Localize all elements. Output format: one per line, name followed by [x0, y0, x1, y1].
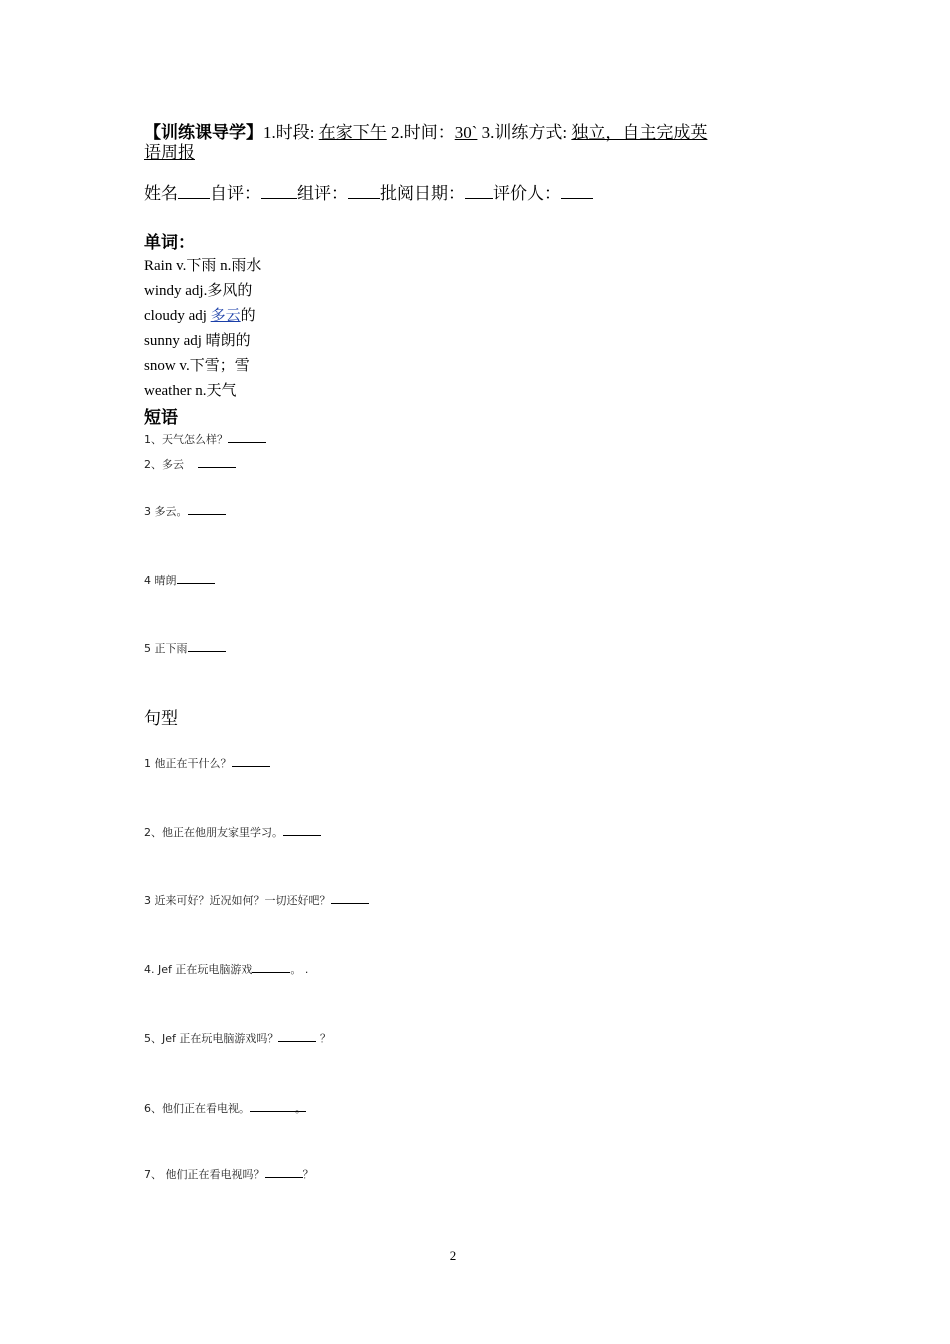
phrase-text: 1、天气怎么样？ [144, 433, 228, 446]
sentence-text: 6、他们正在看电视。 [144, 1102, 250, 1115]
sentence-item [144, 1030, 331, 1046]
phrase-blank[interactable] [188, 640, 226, 652]
name-blank[interactable] [178, 181, 210, 199]
group-eval-label: 组评： [297, 184, 348, 203]
cloudy-link[interactable]: 多云 [210, 308, 241, 324]
vocab-item: Rain v.下雨 n.雨水 [144, 258, 262, 274]
phrase-blank[interactable] [177, 572, 215, 584]
phrase-item [144, 456, 236, 472]
sentence-item [144, 1166, 314, 1182]
sentence-text: 3 近来可好？近况如何？一切还好吧？ [144, 894, 331, 907]
method-label: 3.训练方式: [481, 123, 568, 142]
phrase-item [144, 640, 226, 656]
sentence-blank[interactable] [283, 824, 321, 836]
review-date-blank[interactable] [465, 181, 493, 199]
vocab-item: windy adj.多风的 [144, 283, 253, 299]
name-label: 姓名 [144, 184, 178, 203]
phrase-blank[interactable] [228, 431, 266, 443]
sentence-text: 7、 他们正在看电视吗？ [144, 1168, 265, 1181]
phrase-item [144, 503, 226, 519]
self-eval-blank[interactable] [261, 181, 297, 199]
sentence-text: 2、他正在他朋友家里学习。 [144, 826, 283, 839]
method-value-cont: 语周报 [144, 143, 195, 162]
sentence-blank[interactable] [232, 755, 270, 767]
vocab-item: sunny adj 晴朗的 [144, 333, 251, 349]
training-header [144, 123, 707, 143]
page-number: 2 [449, 1248, 457, 1263]
reviewer-blank[interactable] [561, 181, 593, 199]
reviewer-label: 评价人： [493, 184, 561, 203]
phrase-blank[interactable] [198, 456, 236, 468]
phrase-text: 4 晴朗 [144, 574, 177, 587]
sentence-blank[interactable] [250, 1100, 306, 1115]
sentence-blank[interactable] [331, 892, 369, 904]
period-label: 1.时段: [263, 123, 315, 142]
sentence-tail: ？ [316, 1032, 331, 1045]
method-value: 独立，自主完成英 [571, 123, 708, 142]
vocab-item [144, 304, 256, 325]
duration-value: 30` [454, 123, 478, 142]
sentence-tail: 。 [295, 1102, 306, 1115]
sentence-tail: 。 . [290, 963, 309, 976]
review-date-label: 批阅日期： [380, 184, 465, 203]
self-eval-label: 自评： [210, 184, 261, 203]
sentence-item [144, 961, 308, 977]
phrase-text: 2、多云 [144, 458, 184, 471]
vocab-cloudy: cloudy adj [144, 308, 211, 324]
sentence-item [144, 755, 270, 771]
sentence-item [144, 1100, 306, 1116]
sentence-item [144, 824, 321, 840]
vocab-item: snow v.下雪；雪 [144, 358, 250, 374]
sentence-text: 4. Jef 正在玩电脑游戏 [144, 963, 253, 976]
sentence-tail: ？ [302, 1168, 314, 1181]
sentence-blank[interactable] [265, 1166, 303, 1178]
sentence-text: 5、Jef 正在玩电脑游戏吗？ [144, 1032, 279, 1045]
phrase-item [144, 431, 266, 447]
sentence-blank[interactable] [278, 1030, 316, 1042]
phrase-blank[interactable] [188, 503, 226, 515]
vocab-cloudy-suffix: 的 [240, 308, 256, 324]
sentence-blank[interactable] [252, 961, 290, 973]
sentences-title: 句型 [144, 709, 178, 728]
phrase-item [144, 572, 215, 588]
phrase-text: 5 正下雨 [144, 642, 188, 655]
vocab-title: 单词： [144, 233, 195, 252]
header-title: 【训练课导学】 [144, 123, 263, 142]
vocab-item: weather n.天气 [144, 383, 237, 399]
sentence-text: 1 他正在干什么？ [144, 757, 232, 770]
sentence-item [144, 892, 369, 908]
duration-label: 2.时间： [390, 123, 455, 142]
phrase-text: 3 多云。 [144, 505, 188, 518]
group-eval-blank[interactable] [348, 181, 380, 199]
evaluation-fields [144, 179, 593, 204]
period-value: 在家下午 [318, 123, 387, 142]
header-continuation [144, 143, 199, 163]
phrases-title: 短语 [144, 408, 178, 427]
